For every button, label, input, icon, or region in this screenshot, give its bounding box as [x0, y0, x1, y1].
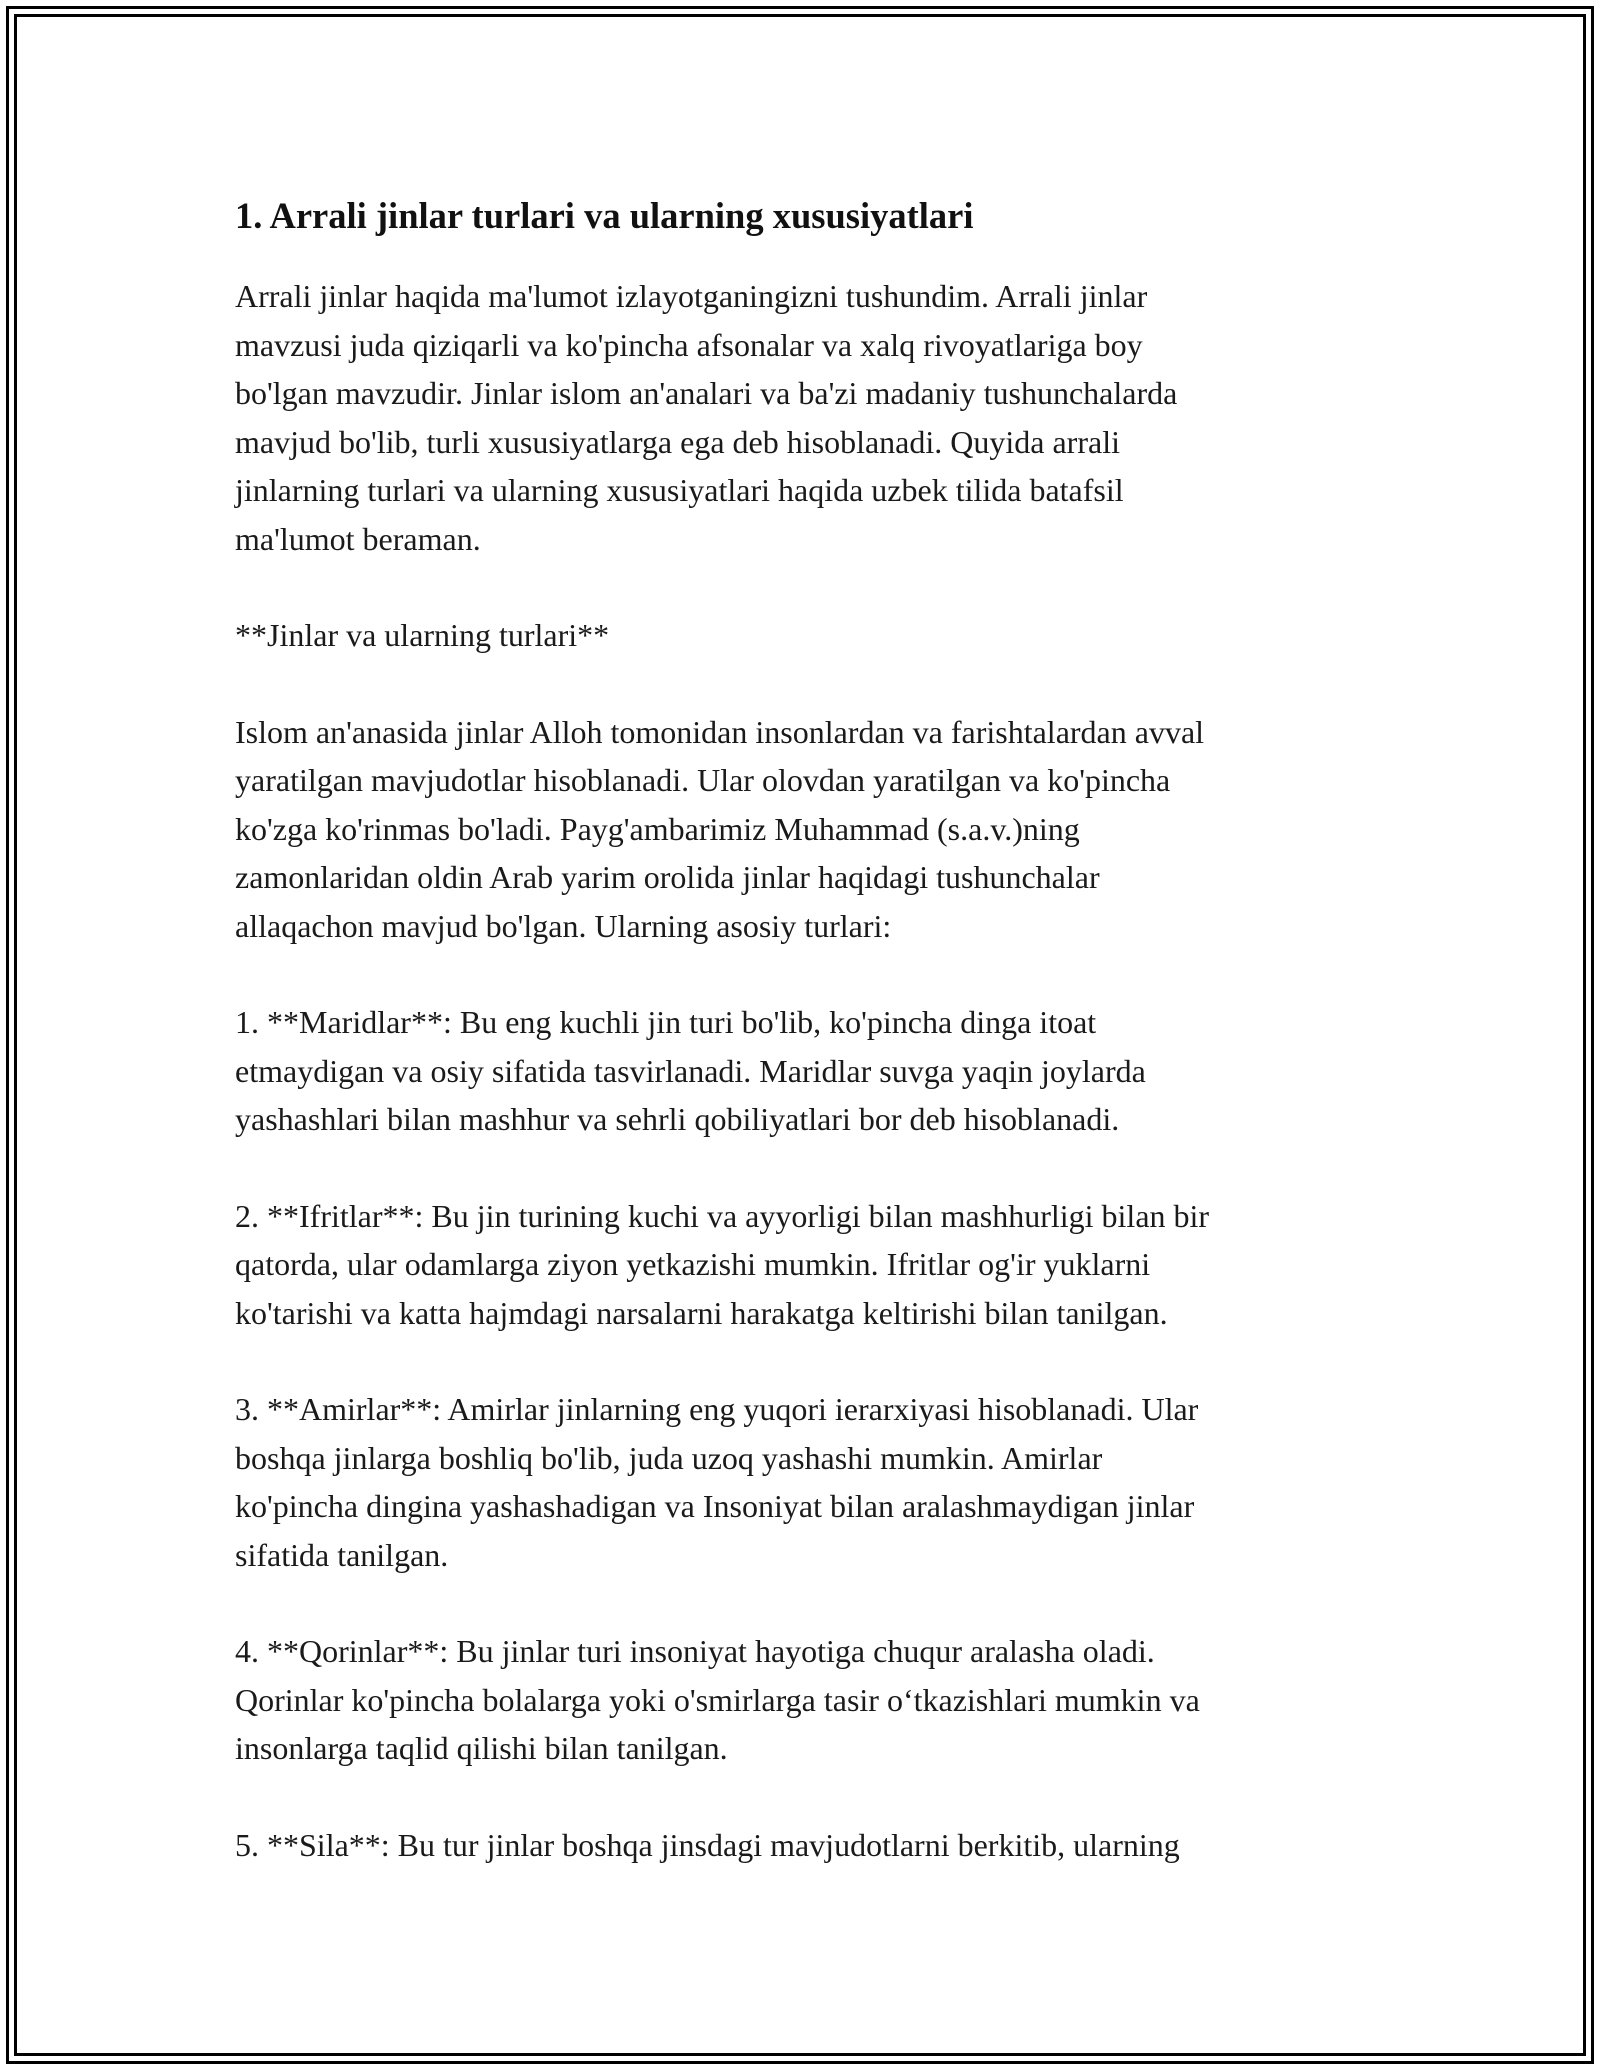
background-paragraph: Islom an'anasida jinlar Alloh tomonidan insonlardan va farishtalardan avval yaratilgan mavjudotlar hisoblanadi. Ular olovdan yaratilgan va ko'pincha ko'zga ko'rinmas bo'ladi. Payg'ambarimiz Muhammad (s.a.v.)ning zamonlaridan oldin Arab yarim orolida jinlar haqidagi tushunchalar allaqachon mavjud bo'lgan. Ularning asosiy turlari: [235, 713, 1205, 944]
list-item-qorinlar: 4. **Qorinlar**: Bu jinlar turi insoniyat hayotiga chuqur aralasha oladi. Qorinlar ko'pincha bolalarga yoki o'smirlarga tasir o‘tkazishlari mumkin va insonlarga taqlid qilishi bilan tanilgan. [235, 1633, 1200, 1766]
list-item-maridlar: 1. **Maridlar**: Bu eng kuchli jin turi bo'lib, ko'pincha dinga itoat etmaydigan va osiy sifatida tasvirlanadi. Maridlar suvga yaqin joylarda yashashlari bilan mashhur va sehrli qobiliyatlari bor deb hisoblanadi. [235, 1004, 1146, 1137]
subheading-paragraph: **Jinlar va ularning turlari** [235, 617, 610, 653]
document-body [235, 188, 1365, 1917]
list-item-ifritlar: 2. **Ifritlar**: Bu jin turining kuchi va ayyorligi bilan mashhurligi bilan bir qatorda, ular odamlarga ziyon yetkazishi mumkin. Ifritlar og'ir yuklarni ko'tarishi va katta hajmdagi narsalarni harakatga keltirishi bilan tanilgan. [235, 1197, 1210, 1331]
section-heading: 1. Arrali jinlar turlari va ularning xususiyatlari [235, 195, 974, 236]
list-item-amirlar: 3. **Amirlar**: Amirlar jinlarning eng yuqori ierarxiyasi hisoblanadi. Ular boshqa jinlarga boshliq bo'lib, juda uzoq yashashi mumkin. Amirlar ko'pincha dingina yashashadigan va Insoniyat bilan aralashmaydigan jinlar sifatida tanilgan. [235, 1391, 1199, 1573]
list-item-sila: 5. **Sila**: Bu tur jinlar boshqa jinsdagi mavjudotlarni berkitib, ularning [235, 1826, 1180, 1863]
intro-paragraph: Arrali jinlar haqida ma'lumot izlayotganingizni tushundim. Arrali jinlar mavzusi juda qiziqarli va ko'pincha afsonalar va xalq rivoyatlariga boy bo'lgan mavzudir. Jinlar islom an'analari va ba'zi madaniy tushunchalarda mavjud bo'lib, turli xususiyatlarga ega deb hisoblanadi. Quyida arrali jinlarning turlari va ularning xususiyatlari haqida uzbek tilida batafsil ma'lumot beraman. [235, 278, 1178, 557]
